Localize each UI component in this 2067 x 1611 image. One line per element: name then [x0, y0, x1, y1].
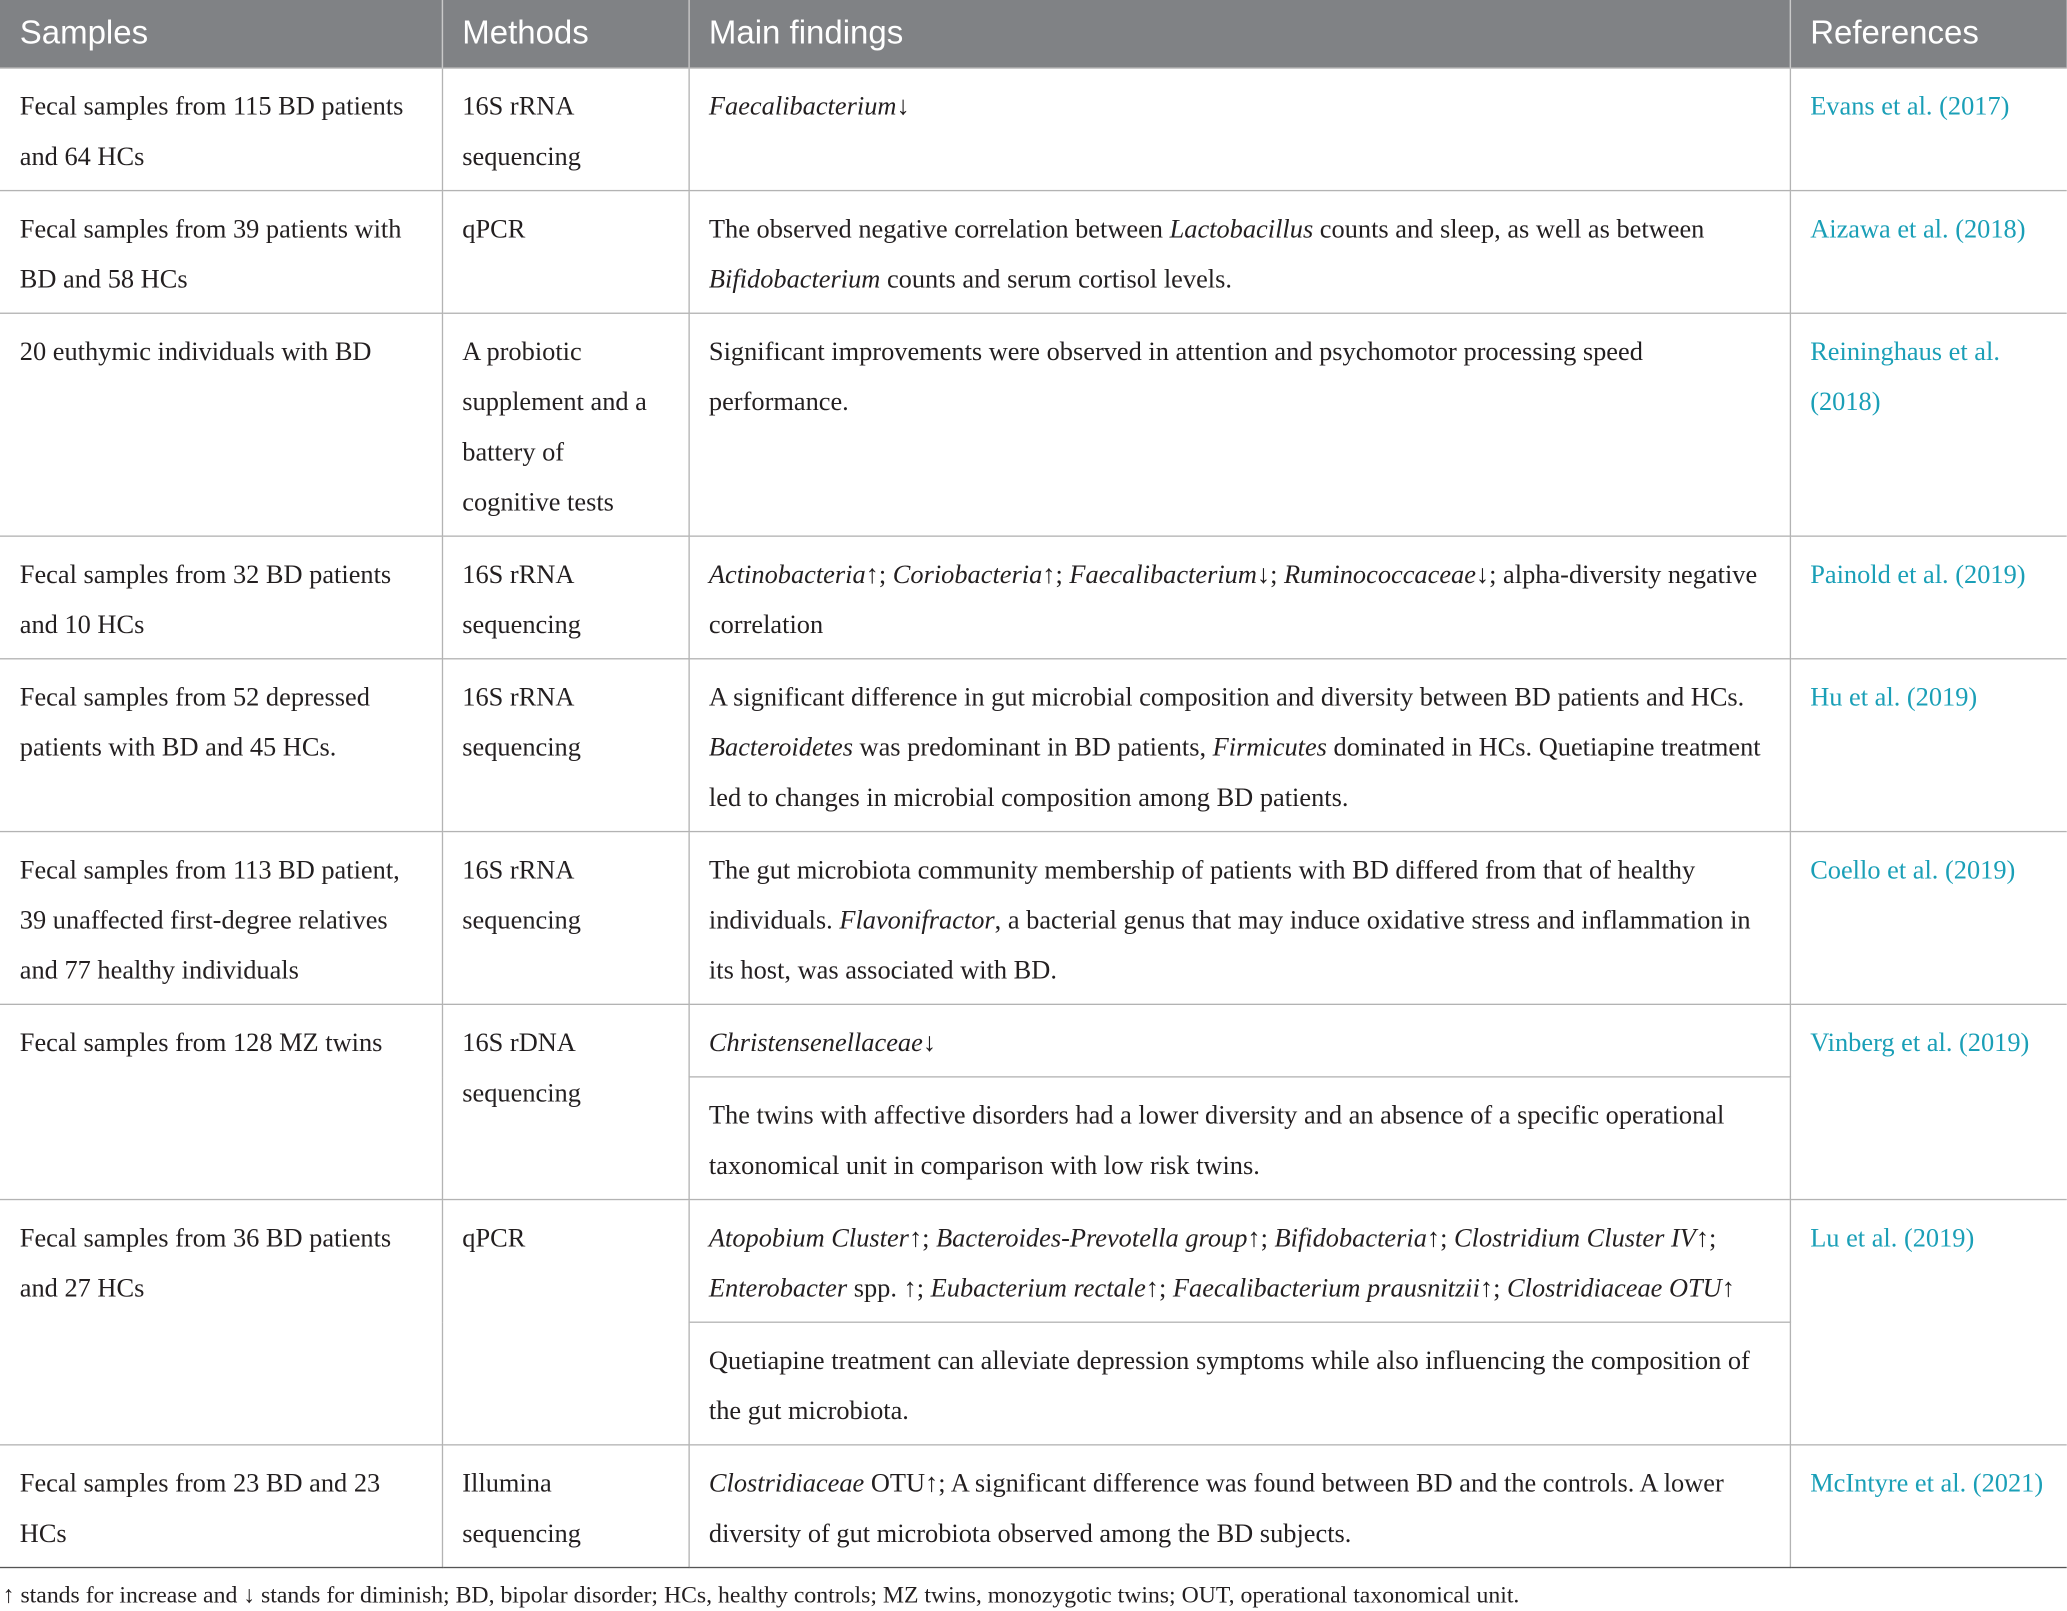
header-main-findings: Main findings: [688, 0, 1789, 68]
table-row: [0, 536, 2067, 659]
reference-link[interactable]: Aizawa et al. (2018): [1790, 191, 2067, 314]
table-row: [0, 68, 2067, 191]
cell-main-findings: Atopobium Cluster↑; Bacteroides-Prevotella group↑; Bifidobacteria↑; Clostridium Cluster IV↑; Enterobacter spp. ↑; Eubacterium rectale↑; Faecalibacterium prausnitzii↑; Clostridiaceae OTU↑: [688, 1200, 1789, 1323]
cell-main-findings: A significant difference in gut microbial composition and diversity between BD patients and HCs. Bacteroidetes was predominant in BD patients, Firmicutes dominated in HCs. Quetiapine treatment led to changes in microbial composition among BD patients.: [688, 659, 1789, 832]
cell-methods: 16S rRNA sequencing: [442, 659, 689, 832]
cell-methods: 16S rDNA sequencing: [442, 1004, 689, 1199]
cell-methods: 16S rRNA sequencing: [442, 832, 689, 1005]
cell-methods: A probiotic supplement and a battery of cognitive tests: [442, 313, 689, 536]
cell-methods: qPCR: [442, 1200, 689, 1445]
cell-samples: Fecal samples from 32 BD patients and 10 HCs: [0, 536, 442, 659]
cell-main-findings: Actinobacteria↑; Coriobacteria↑; Faecalibacterium↓; Ruminococcaceae↓; alpha-diversity negative correlation: [688, 536, 1789, 659]
cell-main-findings: Quetiapine treatment can alleviate depression symptoms while also influencing the composition of the gut microbiota.: [688, 1322, 1789, 1445]
cell-main-findings: Significant improvements were observed in attention and psychomotor processing speed performance.: [688, 313, 1789, 536]
cell-main-findings: Clostridiaceae OTU↑; A significant difference was found between BD and the controls. A lower diversity of gut microbiota observed among the BD subjects.: [688, 1445, 1789, 1568]
cell-methods: Illumina sequencing: [442, 1445, 689, 1568]
header-samples: Samples: [0, 0, 442, 68]
cell-samples: Fecal samples from 39 patients with BD and 58 HCs: [0, 191, 442, 314]
reference-link[interactable]: Evans et al. (2017): [1790, 68, 2067, 191]
table-row: [0, 1004, 2067, 1077]
cell-main-findings: The twins with affective disorders had a lower diversity and an absence of a specific operational taxonomical unit in comparison with low risk twins.: [688, 1077, 1789, 1200]
cell-samples: Fecal samples from 113 BD patient, 39 unaffected first-degree relatives and 77 healthy individuals: [0, 832, 442, 1005]
reference-link[interactable]: Painold et al. (2019): [1790, 536, 2067, 659]
cell-methods: 16S rRNA sequencing: [442, 68, 689, 191]
table-row: [0, 1445, 2067, 1568]
cell-main-findings: The observed negative correlation between Lactobacillus counts and sleep, as well as between Bifidobacterium counts and serum cortisol levels.: [688, 191, 1789, 314]
reference-link[interactable]: McIntyre et al. (2021): [1790, 1445, 2067, 1568]
table-row: [0, 313, 2067, 536]
table-row: [0, 659, 2067, 832]
cell-samples: Fecal samples from 36 BD patients and 27 HCs: [0, 1200, 442, 1445]
header-methods: Methods: [442, 0, 689, 68]
cell-samples: Fecal samples from 128 MZ twins: [0, 1004, 442, 1199]
table-body: [0, 68, 2067, 1568]
cell-main-findings: The gut microbiota community membership of patients with BD differed from that of healthy individuals. Flavonifractor, a bacterial genus that may induce oxidative stress and inflammation in its host, was associated with BD.: [688, 832, 1789, 1005]
header-references: References: [1790, 0, 2067, 68]
cell-samples: Fecal samples from 23 BD and 23 HCs: [0, 1445, 442, 1568]
cell-main-findings: Christensenellaceae↓: [688, 1004, 1789, 1077]
cell-samples: 20 euthymic individuals with BD: [0, 313, 442, 536]
reference-link[interactable]: Coello et al. (2019): [1790, 832, 2067, 1005]
reference-link[interactable]: Reininghaus et al. (2018): [1790, 313, 2067, 536]
cell-samples: Fecal samples from 115 BD patients and 64 HCs: [0, 68, 442, 191]
table-row: [0, 191, 2067, 314]
cell-samples: Fecal samples from 52 depressed patients with BD and 45 HCs.: [0, 659, 442, 832]
cell-methods: 16S rRNA sequencing: [442, 536, 689, 659]
reference-link[interactable]: Hu et al. (2019): [1790, 659, 2067, 832]
cell-methods: qPCR: [442, 191, 689, 314]
table-row: [0, 1200, 2067, 1323]
table-footnote: ↑ stands for increase and ↓ stands for diminish; BD, bipolar disorder; HCs, healthy controls; MZ twins, monozygotic twins; OUT, operational taxonomical unit.: [2, 1581, 1520, 1608]
reference-link[interactable]: Lu et al. (2019): [1790, 1200, 2067, 1445]
cell-main-findings: Faecalibacterium↓: [688, 68, 1789, 191]
table-row: [0, 832, 2067, 1005]
header-row: [0, 0, 2067, 68]
reference-link[interactable]: Vinberg et al. (2019): [1790, 1004, 2067, 1199]
